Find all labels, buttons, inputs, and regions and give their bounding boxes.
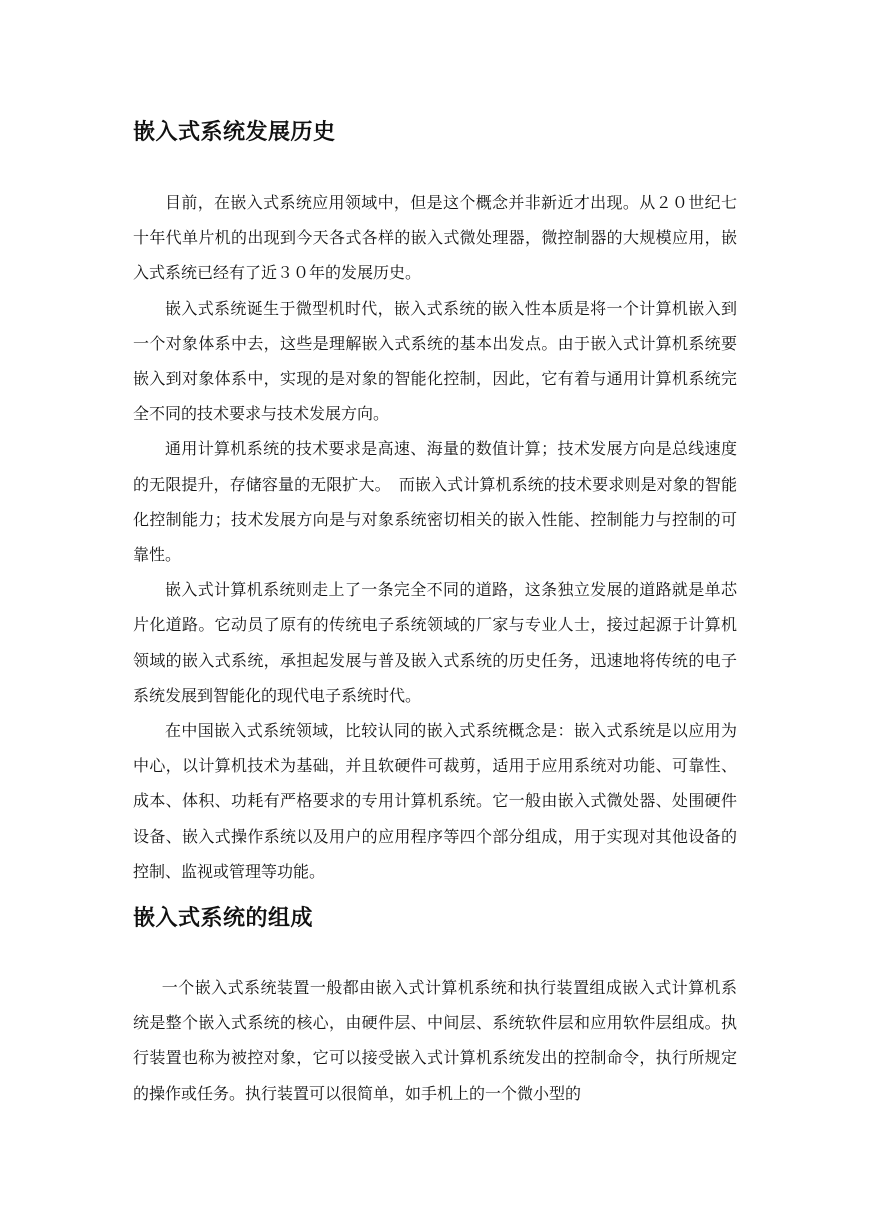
section-body-history	[133, 185, 737, 889]
section-heading-composition: 嵌入式系统的组成	[133, 906, 314, 931]
paragraph: 在中国嵌入式系统领域，比较认同的嵌入式系统概念是：嵌入式系统是以应用为中心，以计算机技术为基础，并且软硬件可裁剪，适用于应用系统对功能、可靠性、成本、体积、功耗有严格要求的专用计算机系统。它一般由嵌入式微处器、处围硬件设备、嵌入式操作系统以及用户的应用程序等四个部分组成，用于实现对其他设备的控制、监视或管理等功能。	[133, 721, 737, 881]
paragraph: 通用计算机系统的技术要求是高速、海量的数值计算；技术发展方向是总线速度的无限提升，存储容量的无限扩大。 而嵌入式计算机系统的技术要求则是对象的智能化控制能力；技术发展方向是与对象系统密切相关的嵌入性能、控制能力与控制的可靠性。	[133, 439, 737, 565]
section-heading-history: 嵌入式系统发展历史	[133, 120, 336, 145]
paragraph: 嵌入式计算机系统则走上了一条完全不同的道路，这条独立发展的道路就是单芯片化道路。它动员了原有的传统电子系统领域的厂家与专业人士，接过起源于计算机领域的嵌入式系统，承担起发展与普及嵌入式系统的历史任务，迅速地将传统的电子系统发展到智能化的现代电子系统时代。	[133, 580, 737, 705]
paragraph: 嵌入式系统诞生于微型机时代，嵌入式系统的嵌入性本质是将一个计算机嵌入到一个对象体系中去，这些是理解嵌入式系统的基本出发点。由于嵌入式计算机系统要嵌入到对象体系中，实现的是对象的智能化控制，因此，它有着与通用计算机系统完全不同的技术要求与技术发展方向。	[133, 298, 737, 424]
section-body-composition	[133, 970, 737, 1111]
paragraph: 目前，在嵌入式系统应用领域中，但是这个概念并非新近才出现。从２０世纪七十年代单片机的出现到今天各式各样的嵌入式微处理器，微控制器的大规模应用，嵌入式系统已经有了近３０年的发展历史。	[133, 193, 737, 283]
paragraph: 一个嵌入式系统装置一般都由嵌入式计算机系统和执行装置组成嵌入式计算机系统是整个嵌入式系统的核心，由硬件层、中间层、系统软件层和应用软件层组成。执行装置也称为被控对象，它可以接受嵌入式计算机系统发出的控制命令，执行所规定的操作或任务。执行装置可以很简单，如手机上的一个微小型的	[133, 978, 737, 1103]
